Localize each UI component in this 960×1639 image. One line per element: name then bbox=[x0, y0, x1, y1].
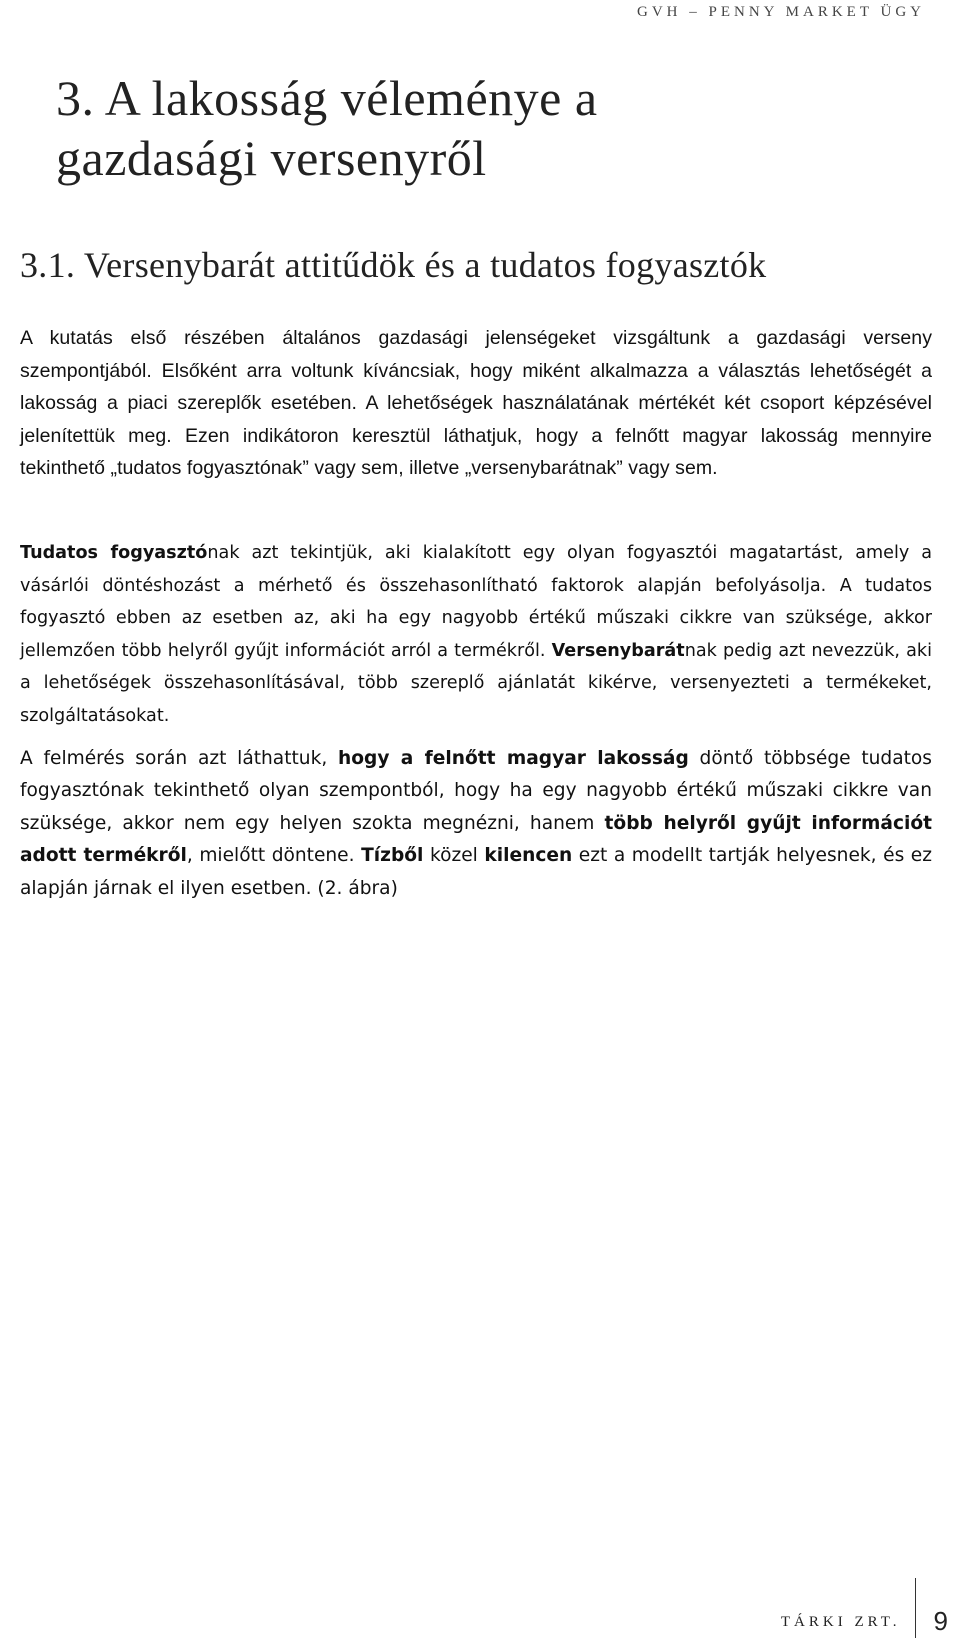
definitions-text-2: nak pedig azt nevezzük, aki a lehetőségek összehasonlításával, több szereplő ajánlatát kikérve, versenyezteti a termékeket, szolgáltatásokat. bbox=[20, 640, 933, 726]
definitions-paragraph bbox=[20, 537, 932, 733]
chapter-title-line-1: 3. A lakosság véleménye a bbox=[56, 70, 598, 126]
term-versenybarat: Versenybarát bbox=[551, 640, 685, 661]
findings-text-4: közel bbox=[423, 845, 485, 867]
findings-text-3: , mielőtt döntene. bbox=[186, 845, 362, 867]
page-footer bbox=[781, 1578, 948, 1638]
findings-bold-4: kilencen bbox=[484, 845, 573, 867]
findings-bold-2: több helyről gyűjt információt adott termékről bbox=[20, 812, 932, 867]
chapter-title-line-2: gazdasági versenyről bbox=[56, 130, 487, 186]
running-header: GVH – PENNY MARKET ÜGY bbox=[636, 4, 925, 20]
chapter-title bbox=[56, 68, 916, 188]
findings-bold-1: hogy a felnőtt magyar lakosság bbox=[338, 748, 689, 769]
findings-text-1: A felmérés során azt láthattuk, bbox=[20, 748, 339, 769]
findings-text-5: ezt a modellt tartják helyesnek, és ez alapján járnak el ilyen esetben. (2. ábra) bbox=[20, 845, 933, 899]
definitions-text-1: nak azt tekintjük, aki kialakított egy olyan fogyasztói magatartást, amely a vásárlói döntéshozást a mérhető és összehasonlítható faktorok alapján befolyásolja. A tudatos fogyasztó ebben az esetben az, aki ha egy nagyobb értékű műszaki cikkre van szüksége, akkor jellemzően több helyről gyűjt információt arról a termékről. bbox=[20, 543, 932, 661]
section-title: 3.1. Versenybarát attitűdök és a tudatos fogyasztók bbox=[20, 245, 767, 285]
findings-paragraph bbox=[20, 743, 932, 905]
page-number: 9 bbox=[933, 1606, 948, 1636]
findings-bold-3: Tízből bbox=[361, 845, 424, 867]
footer-publisher: TÁRKI ZRT. bbox=[780, 1614, 901, 1630]
term-tudatos-fogyaszto: Tudatos fogyasztó bbox=[20, 543, 208, 563]
findings-text-2: döntő többsége tudatos fogyasztónak tekinthető olyan szempontból, hogy ha egy nagyobb értékű műszaki cikkre van szüksége, akkor nem egy helyen szokta megnézni, hanem bbox=[20, 748, 932, 834]
intro-paragraph: A kutatás első részében általános gazdasági jelenségeket vizsgáltunk a gazdasági verseny szempontjából. Elsőként arra voltunk kíváncsiak, hogy miként alkalmazza a választás lehetőségét a lakosság a piaci szereplők esetében. A lehetőségek használatának mértékét két csoport képzésével jelenítettük meg. Ezen indikátoron keresztül láthatjuk, hogy a felnőtt magyar lakosság mennyire tekinthető „tudatos fogyasztónak” vagy sem, illetve „versenybarátnak” vagy sem. bbox=[20, 327, 932, 480]
